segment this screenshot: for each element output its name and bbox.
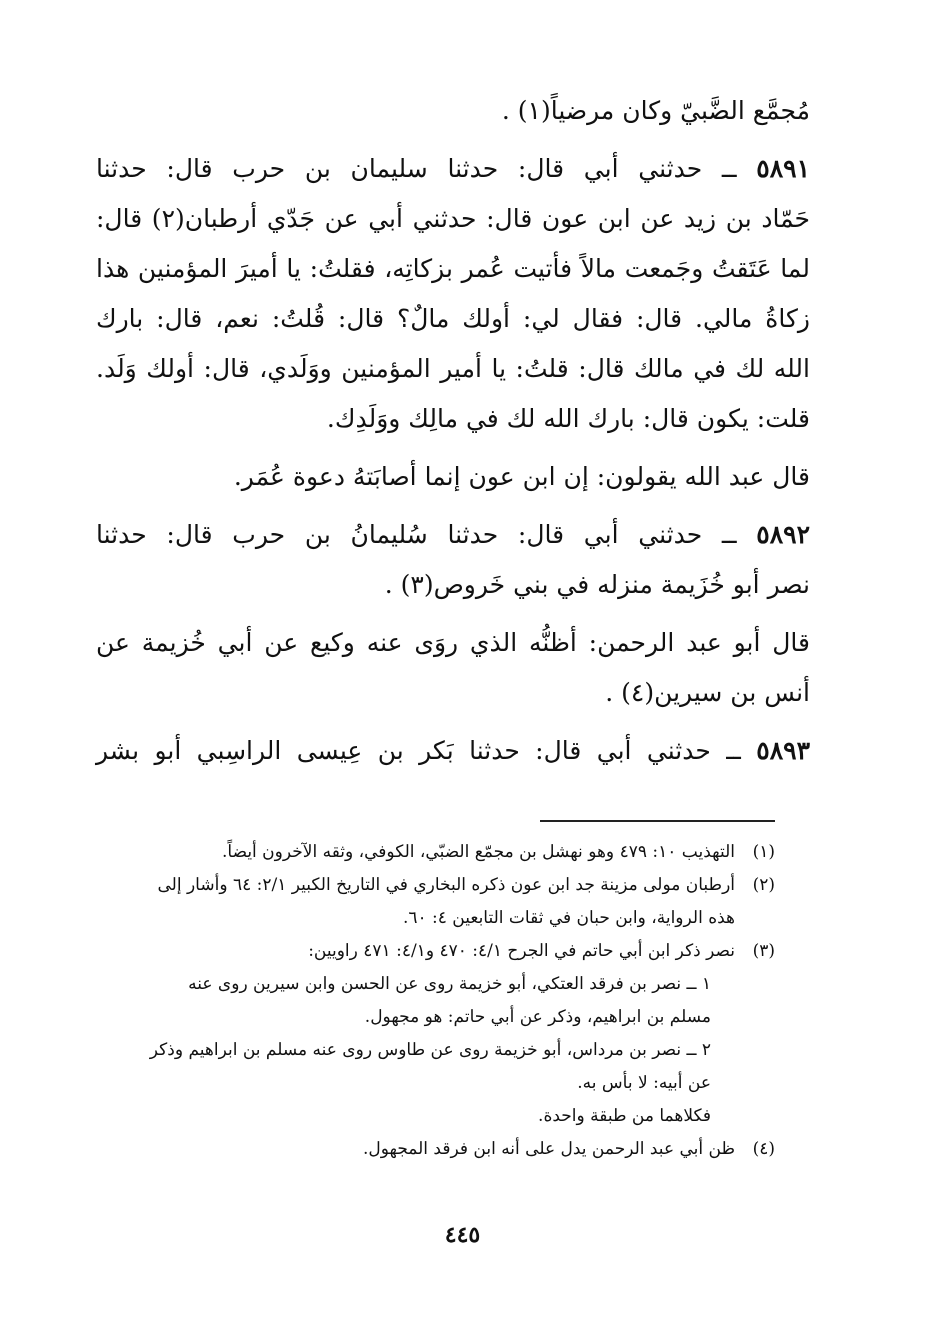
text-line: مُجمَّع الضَّبيّ وكان مرضياً(١) .	[501, 96, 810, 125]
text-line: لما عَتَقتُ وجَمعت مالاً فأتيت عُمر بزكاتِه، فقلتُ: يا أميرَ المؤمنين هذا	[96, 254, 810, 283]
footnote-line: هذه الرواية، وابن حبان في ثقات التابعين ٤: ٦٠.	[402, 908, 735, 928]
hadith-5893	[96, 726, 810, 776]
text-line: قال أبو عبد الرحمن: أظنُّه الذي روَى عنه وكيع عن أبي خُزيمة عن	[96, 628, 810, 657]
hadith-number: ٥٨٩٢	[756, 520, 810, 549]
footnote-line: أرطبان مولى مزينة جد ابن عون ذكره البخاري في التاريخ الكبير ٢/١: ٦٤ وأشار إلى	[157, 875, 735, 895]
text-segment: ــ حدثني أبي قال: حدثنا بَكر بن عِيسى الراسِبي أبو بشر	[96, 736, 741, 765]
text-segment: ــ حدثني أبي قال: حدثنا سليمان بن حرب قال: حدثنا	[96, 154, 737, 183]
hadith-5891	[96, 144, 810, 444]
text-line: زكاةُ مالي. قال: فقال لي: أولك مالٌ؟ قال: قُلتُ: نعم، قال: بارك	[96, 304, 810, 333]
text-line: حَمّاد بن زيد عن ابن عون قال: حدثني أبي عن جَدّي أرطبان(٢) قال:	[96, 204, 811, 233]
text-line	[96, 726, 810, 776]
paragraph-abu-abd-alrahman	[96, 618, 810, 718]
main-text	[96, 86, 810, 784]
text-line	[96, 510, 810, 560]
text-line: قلت: يكون قال: بارك الله لك في مالِك ووَلَدِك.	[326, 404, 810, 433]
page-number: ٤٤٥	[444, 1222, 481, 1248]
text-line: قال عبد الله يقولون: إن ابن عون إنما أصابَتهُ دعوة عُمَر.	[233, 462, 810, 491]
footnotes	[100, 836, 775, 1166]
footnote-divider	[540, 820, 775, 822]
footnote-subline: فكلاهما من طبقة واحدة.	[538, 1106, 711, 1126]
footnote-mark: (٢)	[752, 875, 775, 895]
footnote-subline: مسلم بن ابراهيم، وذكر عن أبي حاتم: هو مجهول.	[364, 1007, 711, 1027]
footnote-mark: (١)	[752, 842, 775, 862]
footnote-2	[100, 869, 775, 935]
text-line: نصر أبو خُزَيمة منزله في بني خَروص(٣) .	[384, 570, 810, 599]
text-line: أنس بن سيرين(٤) .	[605, 678, 810, 707]
footnote-subline: عن أبيه: لا بأس به.	[577, 1073, 711, 1093]
text-line	[96, 144, 810, 194]
text-segment: ــ حدثني أبي قال: حدثنا سُليمانُ بن حرب قال: حدثنا	[96, 520, 737, 549]
footnote-subline: ٢ ــ نصر بن مرداس، أبو خزيمة روى عن طاوس روى عنه مسلم بن ابراهيم وذكر	[149, 1040, 711, 1060]
footnote-4	[100, 1133, 775, 1166]
footnote-1	[100, 836, 775, 869]
paragraph-abdallah	[96, 452, 810, 502]
footnote-subline: ١ ــ نصر بن فرقد العتكي، أبو خزيمة روى عن الحسن وابن سيرين روى عنه	[188, 974, 711, 994]
footnote-mark: (٤)	[752, 1139, 775, 1159]
text-line: الله لك في مالك قال: قلتُ: يا أمير المؤمنين ووَلَدي، قال: أولك وَلَد.	[96, 354, 810, 383]
hadith-number: ٥٨٩٣	[756, 736, 810, 765]
hadith-5892	[96, 510, 810, 610]
footnote-3	[100, 935, 775, 1133]
footnote-line: التهذيب ١٠: ٤٧٩ وهو نهشل بن مجمّع الضبّي، الكوفي، وثقه الآخرون أيضاً.	[222, 842, 735, 862]
footnote-line: ظن أبي عبد الرحمن يدل على أنه ابن فرقد المجهول.	[362, 1139, 735, 1159]
hadith-number: ٥٨٩١	[756, 154, 810, 183]
footnote-line: نصر ذكر ابن أبي حاتم في الجرح ٤/١: ٤٧٠ و٤/١: ٤٧١ راويين:	[308, 941, 735, 961]
footnote-mark: (٣)	[752, 941, 775, 961]
paragraph-continuation	[96, 86, 810, 136]
